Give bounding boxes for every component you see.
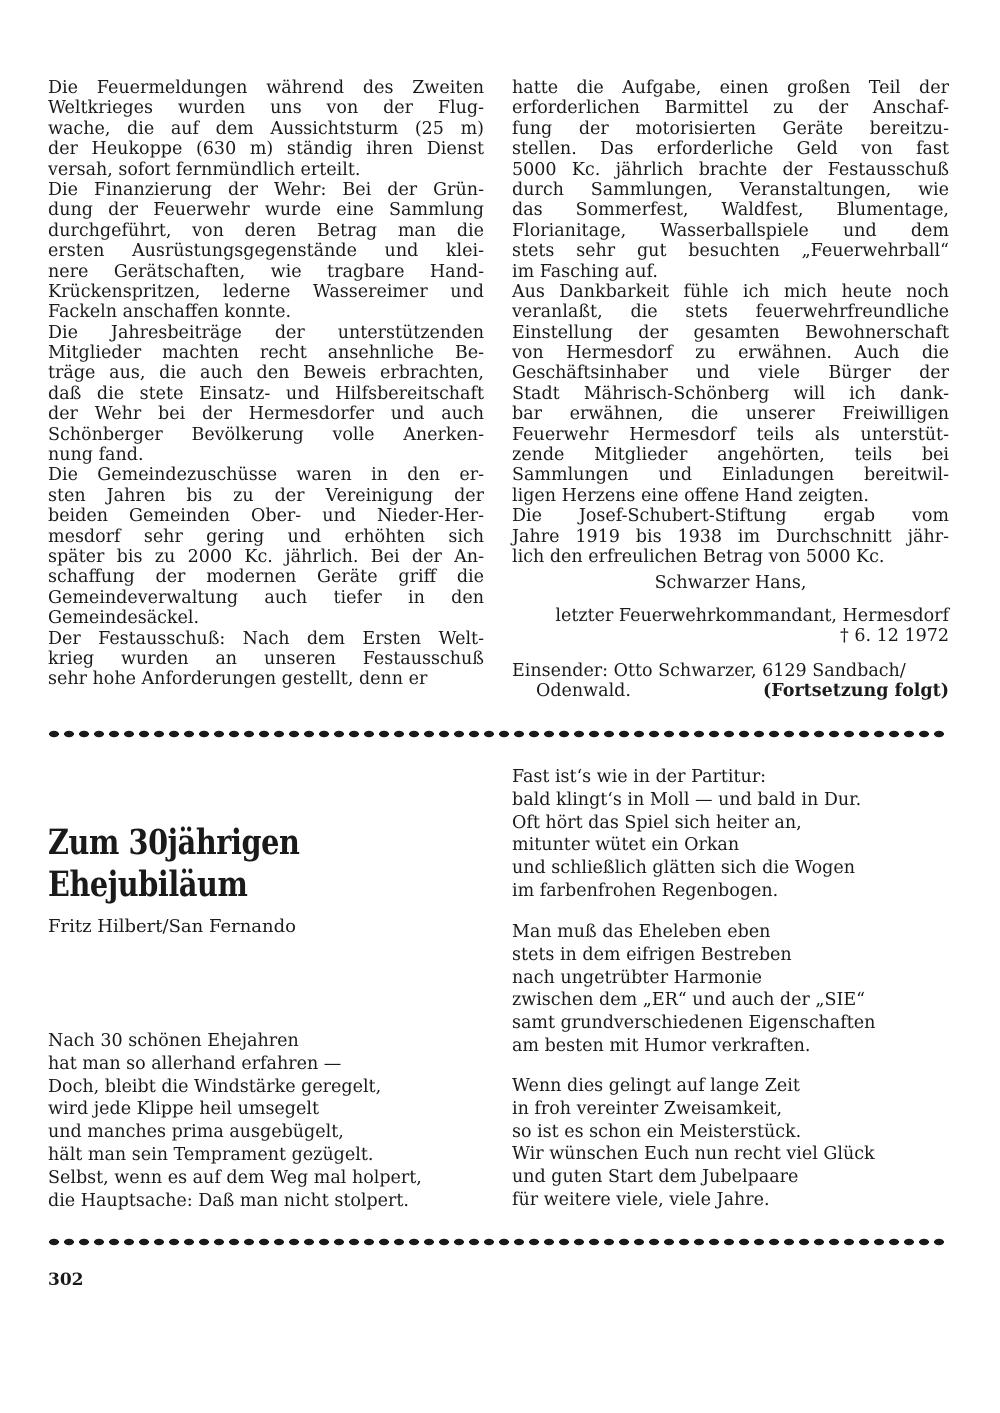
poem-stanza-right-1 — [512, 766, 861, 903]
text-line: nere Gerätschaften, wie tragbare Hand- — [48, 261, 484, 282]
text-line: Fackeln anschaffen konnte. — [48, 302, 292, 323]
text-line: Die Feuermeldungen während des Zweiten — [48, 78, 484, 98]
poem-line: für weitere viele, viele Jahre. — [512, 1189, 770, 1210]
text-line: nung fand. — [48, 445, 144, 466]
sender-block — [512, 661, 949, 702]
poem-line: im farbenfrohen Regenbogen. — [512, 880, 779, 901]
text-line: Florianitage, Wasserballspiele und dem — [512, 220, 949, 241]
poem-line: Selbst, wenn es auf dem Weg mal holpert, — [48, 1167, 422, 1188]
article-right-text — [512, 78, 949, 567]
text-line: beiden Gemeinden Ober- und Nieder-Her- — [48, 506, 484, 527]
poem-line: die Hauptsache: Daß man nicht stolpert. — [48, 1190, 409, 1211]
poem-line: wird jede Klippe heil umsegelt — [48, 1099, 319, 1120]
text-line: mesdorf sehr gering und erhöhten sich — [48, 526, 484, 547]
poem-line: Oft hört das Spiel sich heiter an, — [512, 812, 802, 833]
text-line: Mitglieder machten recht ansehnliche Be- — [48, 343, 484, 364]
text-line: lich den erfreulichen Betrag von 5000 Kc. — [512, 546, 885, 567]
poem-line: hat man so allerhand erfahren — — [48, 1053, 342, 1074]
poem-line: bald klingt‘s in Moll — und bald in Dur. — [512, 789, 862, 810]
poem-line: in froh vereinter Zweisamkeit, — [512, 1098, 783, 1119]
text-line: daß die stete Einsatz- und Hilfsbereitschaft — [48, 383, 484, 404]
text-line: wache, die auf dem Aussichtsturm (25 m) — [48, 118, 484, 139]
text-line: bar erwähnen, die unserer Freiwilligen — [512, 404, 949, 425]
continuation-note: (Fortsetzung folgt) — [763, 681, 949, 701]
poem-line: nach ungetrübter Harmonie — [512, 967, 763, 988]
text-line: im Fasching auf. — [512, 261, 658, 282]
text-line: Der Festausschuß: Nach dem Ersten Welt- — [48, 628, 484, 649]
text-line: sten Jahren bis zu der Vereinigung der — [48, 485, 484, 506]
poem-title — [48, 822, 401, 906]
signature-date: † 6. 12 1972 — [840, 626, 949, 647]
text-line: träge aus, die auch den Beweis erbrachten, — [48, 363, 484, 384]
text-line: Weltkrieges wurden uns von der Flug- — [48, 98, 484, 119]
text-line: schaffung der modernen Geräte griff die — [48, 567, 484, 588]
text-line: Die Josef-Schubert-Stiftung ergab vom — [512, 506, 949, 527]
text-line: fung der motorisierten Geräte bereitzu- — [512, 118, 949, 139]
text-line: hatte die Aufgabe, einen großen Teil der — [512, 78, 949, 98]
poem-line: stets in dem eifrigen Bestreben — [512, 944, 792, 965]
poem-line: Doch, bleibt die Windstärke geregelt, — [48, 1076, 382, 1097]
sender-place: Odenwald. — [536, 681, 631, 701]
poem-line: Fast ist‘s wie in der Partitur: — [512, 767, 767, 787]
ornamental-divider-top — [48, 727, 948, 741]
poem-line: hält man sein Temprament gezügelt. — [48, 1144, 374, 1165]
text-line: zende Mitglieder angehörten, teils bei — [512, 445, 949, 466]
poem-line: Wenn dies gelingt auf lange Zeit — [512, 1076, 800, 1096]
poem-title-line-2: Ehejubiläum — [48, 864, 248, 905]
text-line: Gemeindeverwaltung auch tiefer in den — [48, 587, 484, 608]
text-line: erforderlichen Barmittel zu der Anschaf- — [512, 98, 949, 119]
poem-line: Man muß das Eheleben eben — [512, 922, 771, 942]
text-line: durchgeführt, von deren Betrag man die — [48, 220, 484, 241]
text-line: Gemeindesäckel. — [48, 608, 200, 629]
text-line: krieg wurden an unseren Festausschuß — [48, 648, 484, 669]
poem-stanza-left — [48, 1030, 422, 1212]
text-line: der Heukoppe (630 m) ständig ihren Dienst — [48, 139, 484, 160]
text-line: ersten Ausrüstungsgegenstände und klei- — [48, 241, 484, 262]
poem-line: mitunter wütet ein Orkan — [512, 835, 740, 856]
text-line: durch Sammlungen, Veranstaltungen, wie — [512, 179, 949, 200]
text-line: das Sommerfest, Waldfest, Blumentage, — [512, 200, 949, 221]
text-line: der Wehr bei der Hermesdorfer und auch — [48, 404, 484, 425]
text-line: später bis zu 2000 Kc. jährlich. Bei der An- — [48, 546, 484, 567]
text-line: Geschäftsinhaber und viele Bürger der — [512, 363, 949, 384]
text-line: 5000 Kc. jährlich brachte der Festausschuß — [512, 159, 949, 180]
poem-line: zwischen dem „ER“ und auch der „SIE“ — [512, 990, 866, 1011]
article-column-right — [512, 78, 949, 701]
text-line: ligen Herzens eine offene Hand zeigten. — [512, 485, 869, 506]
poem-line: so ist es schon ein Meisterstück. — [512, 1121, 802, 1142]
text-line: Krückenspritzen, lederne Wassereimer und — [48, 281, 484, 302]
text-line: sehr hohe Anforderungen gestellt, denn er — [48, 669, 428, 690]
poem-stanza-right-2 — [512, 921, 875, 1058]
text-line: stellen. Das erforderliche Geld von fast — [512, 139, 949, 160]
text-line: Die Gemeindezuschüsse waren in den er- — [48, 465, 484, 486]
signature-name: Schwarzer Hans, — [654, 573, 807, 594]
poem-line: samt grundverschiedenen Eigenschaften — [512, 1013, 876, 1034]
poem-line: und guten Start dem Jubelpaare — [512, 1167, 799, 1188]
text-line: Die Finanzierung der Wehr: Bei der Grün- — [48, 179, 484, 200]
poem-line: Nach 30 schönen Ehejahren — [48, 1031, 299, 1051]
text-line: Stadt Mährisch-Schönberg will ich dank- — [512, 383, 949, 404]
text-line: Aus Dankbarkeit fühle ich mich heute noch — [512, 281, 949, 302]
poem-stanza-right-3 — [512, 1075, 875, 1212]
ornamental-divider-bottom — [48, 1235, 948, 1249]
text-line: Die Jahresbeiträge der unterstützenden — [48, 322, 484, 343]
sender-line-2 — [512, 681, 949, 701]
text-line: stets sehr gut besuchten „Feuerwehrball“ — [512, 241, 949, 262]
poem-author: Fritz Hilbert/San Fernando — [48, 916, 296, 937]
text-line: Jahre 1919 bis 1938 im Durchschnitt jähr- — [512, 526, 949, 547]
poem-title-line-1: Zum 30jährigen — [48, 822, 300, 863]
poem-line: Wir wünschen Euch nun recht viel Glück — [512, 1144, 875, 1165]
text-line: versah, sofort fernmündlich erteilt. — [48, 159, 361, 180]
poem-line: und schließlich glätten sich die Wogen — [512, 858, 856, 879]
poem-line: am besten mit Humor verkraften. — [512, 1035, 811, 1056]
text-line: veranlaßt, die stets feuerwehrfreundliche — [512, 302, 949, 323]
text-line: von Hermesdorf zu erwähnen. Auch die — [512, 343, 949, 364]
page-number: 302 — [48, 1270, 84, 1290]
signature-title: letzter Feuerwehrkommandant, Hermesdorf — [555, 605, 949, 626]
text-line: dung der Feuerwehr wurde eine Sammlung — [48, 200, 484, 221]
text-line: Feuerwehr Hermesdorf teils als unterstüt- — [512, 424, 949, 445]
text-line: Sammlungen und Einladungen bereitwil- — [512, 465, 949, 486]
sender-line-1: Einsender: Otto Schwarzer, 6129 Sandbach/ — [512, 660, 906, 681]
text-line: Einstellung der gesamten Bewohnerschaft — [512, 322, 949, 343]
article-column-left — [48, 78, 484, 690]
poem-line: und manches prima ausgebügelt, — [48, 1122, 344, 1143]
text-line: Schönberger Bevölkerung volle Anerken- — [48, 424, 484, 445]
